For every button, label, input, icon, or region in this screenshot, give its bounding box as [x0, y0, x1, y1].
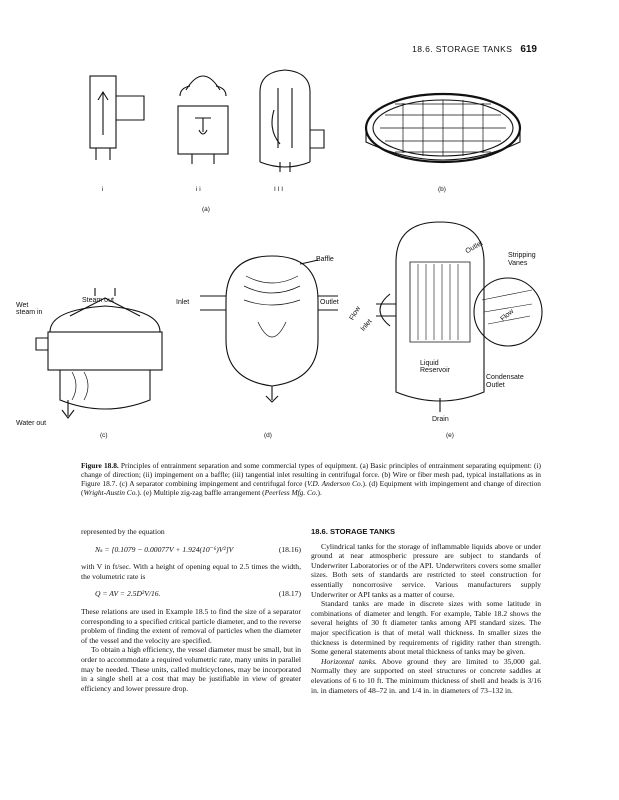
panel-a-sub-ii: i i: [196, 186, 201, 193]
left-para-1: represented by the equation: [81, 527, 165, 536]
left-column: [81, 527, 301, 693]
equation-18-16-body: Nₛ = [0.1079 − 0.00077V + 1.924(10⁻⁶)V²]V: [95, 544, 234, 554]
panel-d-baffle: Baffle: [316, 256, 334, 263]
panel-d-outlet: Outlet: [320, 299, 339, 306]
page-number: 619: [520, 44, 537, 55]
panel-e-liquid-reservoir: Liquid Reservoir: [420, 360, 450, 374]
right-para-3-lead: Horizontal tanks.: [321, 656, 377, 666]
panel-c-wet-steam-in: Wet steam in: [16, 302, 43, 316]
panel-e-drain: Drain: [432, 416, 449, 423]
equation-18-17-number: (18.17): [278, 589, 301, 599]
equation-18-16: [95, 545, 301, 555]
right-para-3: [311, 657, 541, 695]
caption-credit-2: Wright-Austin Co.: [83, 488, 138, 497]
running-title: 18.6. STORAGE TANKS: [412, 44, 513, 54]
equation-18-17: [95, 589, 301, 599]
left-para-4: To obtain a high efficiency, the vessel diameter must be small, but in order to accommodate a required volumetric rate, many units in parallel may be needed. These units, called multicyclones, may be incorporated in a single shell at a cost that may be justifiable in view of greater efficiency and lower pressure drop.: [81, 645, 301, 693]
panel-d-label: (d): [264, 432, 272, 439]
panel-d-separator: [200, 256, 338, 402]
section-heading: 18.6. STORAGE TANKS: [311, 527, 396, 536]
panel-b-mesh-pad: [366, 94, 520, 162]
left-para-2: with V in ft/sec. With a height of opening equal to 2.5 times the width, the volumetric rate is: [81, 562, 301, 581]
equation-18-16-number: (18.16): [278, 544, 301, 554]
caption-credit-1: V.D. Anderson Co.: [307, 479, 363, 488]
panel-c-separator: [36, 288, 162, 418]
caption-text-3: ). (e) Multiple zig-zag baffle arrangement (: [137, 488, 265, 497]
panel-c-label: (c): [100, 432, 108, 439]
panel-a-iii-drawing: [260, 70, 324, 172]
panel-c-steam-out: Steam out: [82, 297, 114, 304]
right-column: [311, 527, 541, 695]
equation-18-17-body: Q = AV = 2.5D²V/16.: [95, 589, 161, 599]
panel-a-ii-drawing: [178, 76, 228, 164]
panel-e-stripping-vanes: Stripping Vanes: [508, 252, 536, 267]
panel-e-inlet: Inlet: [359, 318, 374, 333]
panel-a-sub-i: i: [102, 186, 104, 193]
left-para-3: These relations are used in Example 18.5 to find the size of a separator corresponding to a specified critical particle diameter, and to the reverse problem of finding the extent of removal of particles when the diameter of the vessel and the velocity are specified.: [81, 606, 301, 645]
panel-a-i-drawing: [90, 76, 144, 160]
panel-e-flow-inner: Flow: [499, 308, 516, 323]
caption-text-2: ). (d) Equipment with impingement and change of direction (: [81, 479, 541, 497]
right-para-3-body: Above ground they are limited to 35,000 gal. Normally they are supported on steel structures or concrete saddles at elevations of 6 to 10 ft. The minimum thickness of shell and heads is 3/16 in. in diameters of 48–72 in. and 1/4 in. in diameters of 73–132 in.: [311, 656, 541, 695]
caption-number: Figure 18.8.: [81, 461, 119, 470]
panel-c-water-out: Water out: [16, 420, 47, 427]
caption-text: Principles of entrainment separation and some commercial types of equipment. (a) Basic principles of entrainment separating equipment: (i) change of direction; (ii) impingement on a baffle; (iii) tangential inlet resulting in centrifugal force. (b) Wire or fiber mesh pad, typical installations as in Figure 18.7. (c) A separator combining impingement and centrifugal force (: [81, 461, 541, 488]
panel-d-inlet: Inlet: [176, 299, 190, 306]
right-para-1: Cylindrical tanks for the storage of inflammable liquids above or under ground at near atmospheric pressure are subject to standards of Underwriter Laboratories or of the API. Underwriters covers some smaller sizes. Both sets of standards are restricted to steel construction for essentially noncorrosive service. Various manufacturers supply Underwriter or API tanks as a matter of course.: [311, 541, 541, 599]
panel-a-label: (a): [202, 206, 210, 213]
panel-e-condensate-outlet: Condensate Outlet: [486, 374, 524, 389]
caption-credit-3: Peerless Mfg. Co.: [264, 488, 318, 497]
panel-e-outlet: Outlet: [464, 239, 485, 256]
panel-e-flow-top: Flow: [348, 305, 363, 322]
panel-b-label: (b): [438, 186, 446, 193]
panel-e-label: (e): [446, 432, 454, 439]
figure-caption: [81, 461, 541, 497]
caption-text-4: ).: [317, 488, 322, 497]
right-para-2: Standard tanks are made in discrete sizes with some latitude in combinations of diameter and length. For example, Table 18.2 shows the several heights of 30 ft diameter tanks among API standard sizes. The major specification is that of metal wall thickness. In smaller sizes the thickness is determined by requirements of rigidity rather than strength. Some general statements about metal thickness of tanks may be given.: [311, 599, 541, 657]
panel-a-sub-iii: I I I: [274, 186, 284, 193]
